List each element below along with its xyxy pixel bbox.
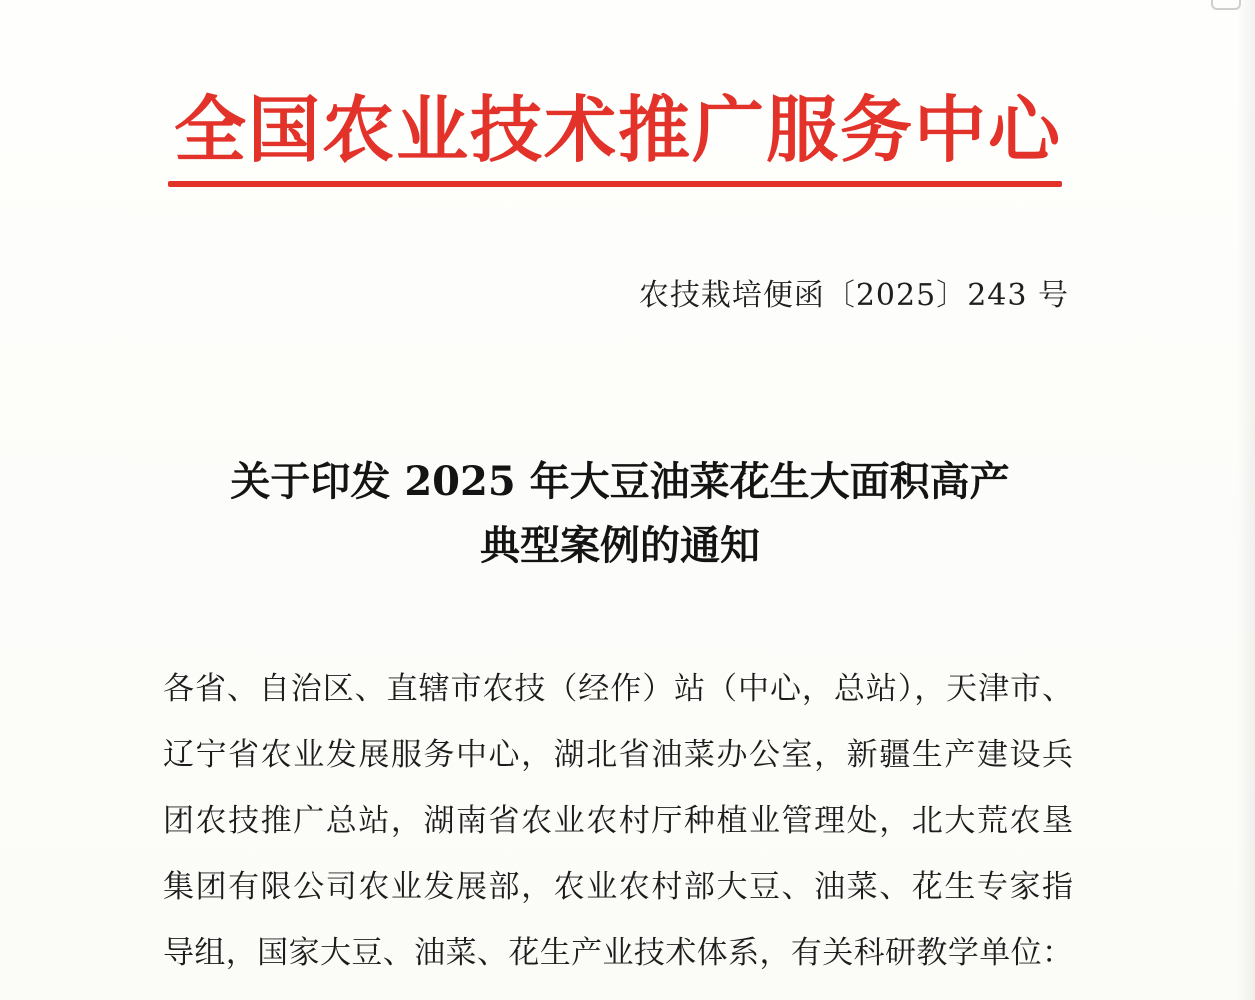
document-title-line: 典型案例的通知: [480, 522, 760, 569]
document-title: [160, 450, 1080, 578]
salutation-line: 团农技推广总站，湖南省农业农村厅种植业管理处，北大荒农垦: [163, 803, 1073, 839]
salutation-line: 各省、自治区、直辖市农技（经作）站（中心，总站），天津市、: [163, 671, 1073, 707]
salutation-line: 集团有限公司农业发展部，农业农村部大豆、油菜、花生专家指: [163, 869, 1073, 905]
salutation-line: 导组，国家大豆、油菜、花生产业技术体系，有关科研教学单位：: [163, 935, 1073, 971]
scan-corner-mark: [1211, 0, 1241, 10]
salutation-paragraph: [163, 656, 1073, 986]
salutation-line: 辽宁省农业发展服务中心，湖北省油菜办公室，新疆生产建设兵: [163, 737, 1073, 773]
page-edge-shadow: [1237, 0, 1255, 1000]
document-number: 农技栽培便函〔2025〕243 号: [638, 278, 1069, 313]
letterhead-red-rule: [168, 181, 1062, 187]
letterhead-organization: 全国农业技术推广服务中心: [173, 87, 1062, 172]
document-title-line: 关于印发 2025 年大豆油菜花生大面积高产: [230, 458, 1010, 505]
